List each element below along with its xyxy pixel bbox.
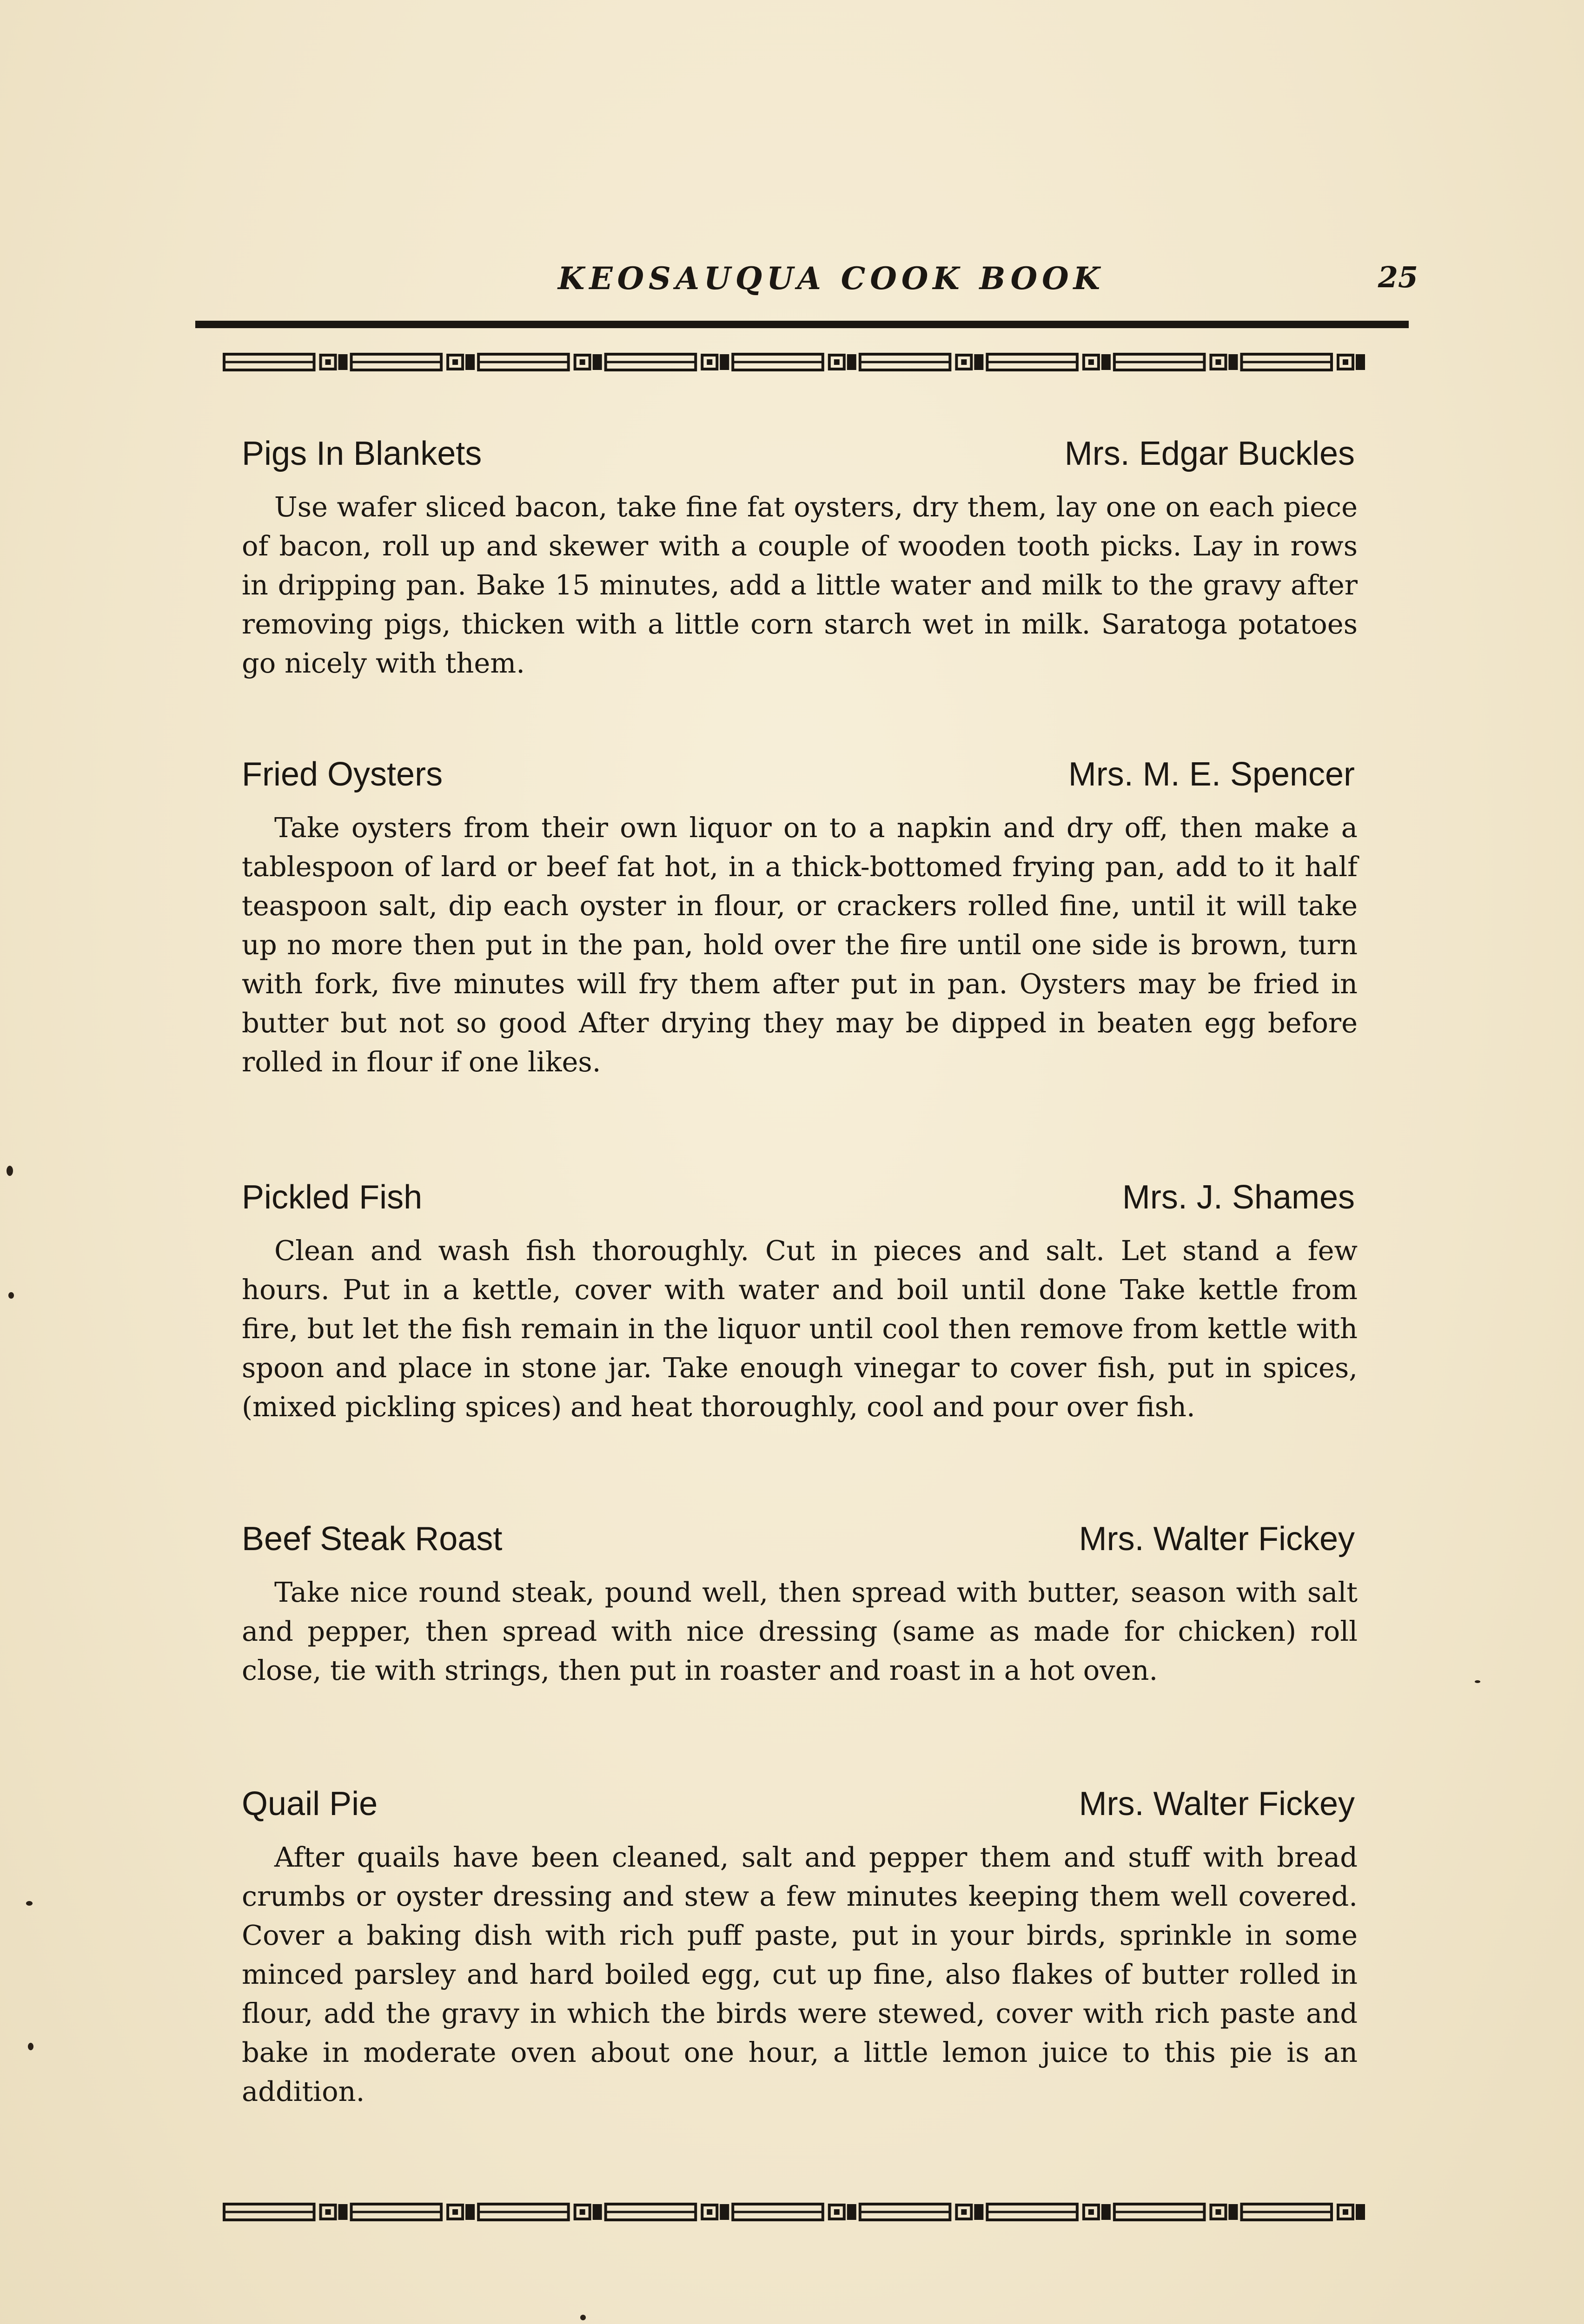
recipe-title: Pickled Fish bbox=[242, 1179, 423, 1216]
recipe-fried-oysters bbox=[242, 755, 1358, 1082]
recipe-title: Quail Pie bbox=[242, 1785, 378, 1822]
recipe-beef-steak-roast bbox=[242, 1520, 1358, 1690]
recipe-author: Mrs. M. E. Spencer bbox=[1068, 756, 1355, 793]
running-title: KEOSAUQUA COOK BOOK bbox=[558, 260, 1105, 297]
recipe-pickled-fish bbox=[242, 1178, 1358, 1426]
recipe-pigs-in-blankets bbox=[242, 435, 1358, 683]
recipe-title: Beef Steak Roast bbox=[242, 1520, 503, 1558]
top-ornamental-border bbox=[222, 350, 1367, 375]
recipe-title: Fried Oysters bbox=[242, 756, 443, 793]
recipe-text: After quails have been cleaned, salt and pepper them and stuff with bread crumbs or oyster dressing and stew a few minutes keeping them well covered. Cover a baking dish with rich puff paste, put in your birds, sprinkle in some minced parsley and hard boiled egg, cut up fine, also flakes of butter rolled in flour, add the gravy in which the birds were stewed, cover with rich paste and bake in moderate oven about one hour, a little lemon juice to this pie is an addition. bbox=[242, 1841, 1358, 2107]
recipe-quail-pie bbox=[242, 1785, 1358, 2111]
recipe-author: Mrs. J. Shames bbox=[1122, 1179, 1355, 1216]
recipe-author: Mrs. Walter Fickey bbox=[1079, 1785, 1355, 1822]
page-number: 25 bbox=[1378, 260, 1418, 294]
recipe-author: Mrs. Edgar Buckles bbox=[1064, 435, 1355, 472]
recipe-text: Use wafer sliced bacon, take fine fat oysters, dry them, lay one on each piece of bacon, roll up and skewer with a couple of wooden tooth picks. Lay in rows in dripping pan. Bake 15 minutes, add a little water and milk to the gravy after removing pigs, thicken with a little corn starch wet in milk. Saratoga potatoes go nicely with them. bbox=[242, 491, 1358, 679]
recipe-author: Mrs. Walter Fickey bbox=[1079, 1520, 1355, 1558]
recipe-text: Take oysters from their own liquor on to a napkin and dry off, then make a tablespoon of lard or beef fat hot, in a thick-bottomed frying pan, add to it half teaspoon salt, dip each oyster in flour, or crackers rolled fine, until it will take up no more then put in the pan, hold over the fire until one side is brown, turn with fork, five minutes will fry them after put in pan. Oysters may be fried in butter but not so good After drying they may be dipped in beaten egg before rolled in flour if one likes. bbox=[242, 812, 1358, 1078]
recipe-title: Pigs In Blankets bbox=[242, 435, 482, 472]
recipe-text: Take nice round steak, pound well, then spread with butter, season with salt and pepper, then spread with nice dressing (same as made for chicken) roll close, tie with strings, then put in roaster and roast in a hot oven. bbox=[242, 1576, 1358, 1686]
page-header bbox=[195, 260, 1418, 311]
header-rule bbox=[195, 321, 1409, 328]
recipe-text: Clean and wash fish thoroughly. Cut in pieces and salt. Let stand a few hours. Put in a kettle, cover with water and boil until done Take kettle from fire, but let the fish remain in the liquor until cool then remove from kettle with spoon and place in stone jar. Take enough vinegar to cover fish, put in spices, (mixed pickling spices) and heat thoroughly, cool and pour over fish. bbox=[242, 1235, 1358, 1423]
bottom-ornamental-border bbox=[222, 2199, 1367, 2225]
